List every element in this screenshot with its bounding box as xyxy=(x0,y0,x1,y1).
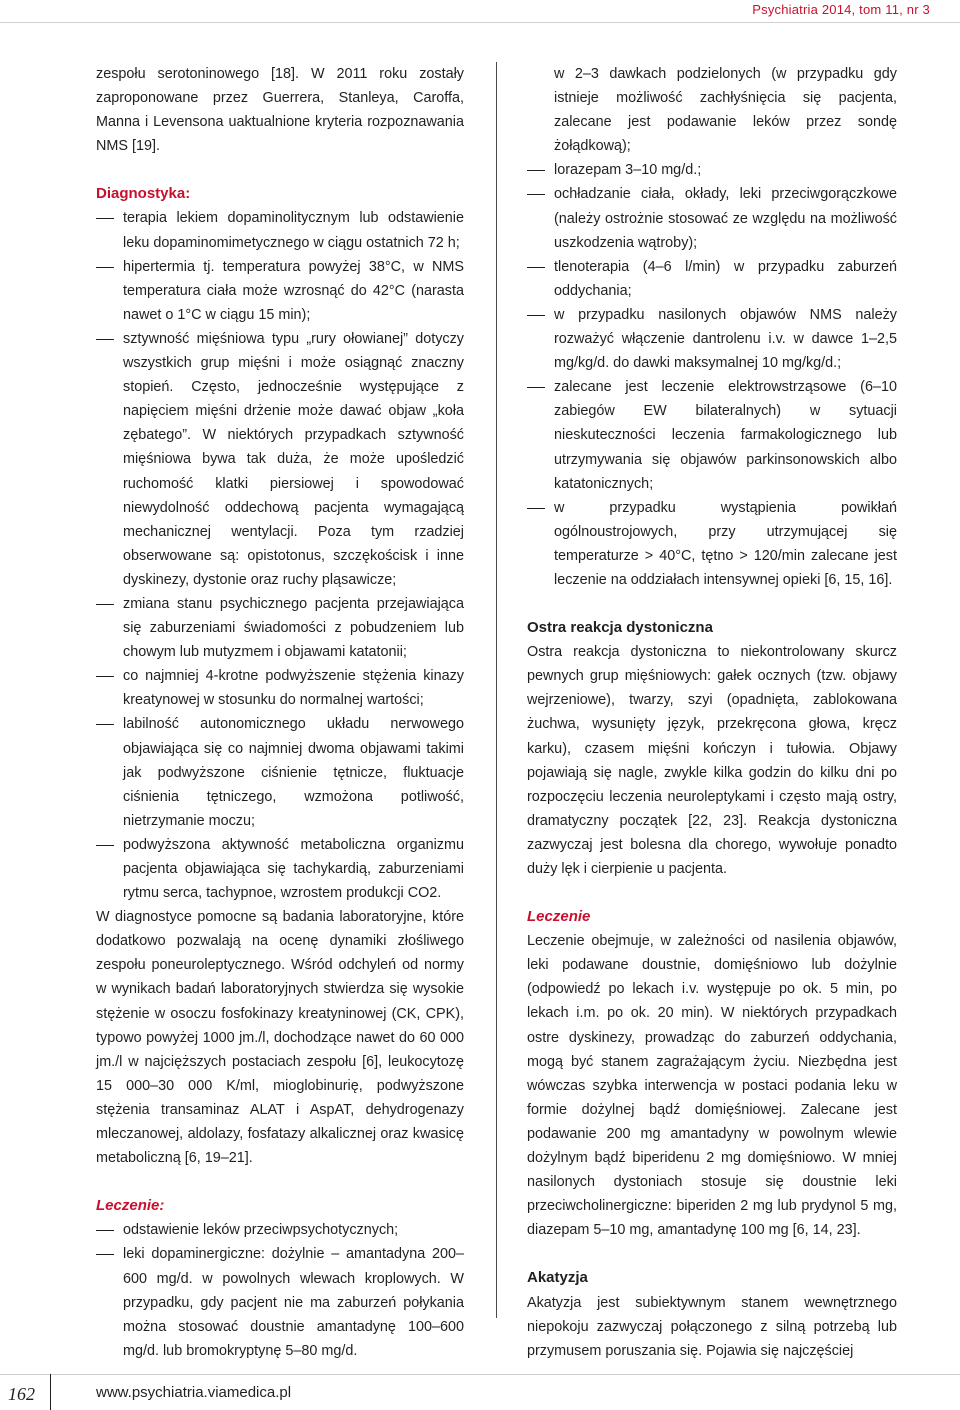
journal-url-link[interactable]: www.psychiatria.viamedica.pl xyxy=(96,1384,292,1401)
treatment-heading-2: Leczenie xyxy=(527,908,591,926)
dash-bullet xyxy=(527,267,545,268)
diagnosis-heading: Diagnostyka: xyxy=(96,185,191,203)
list-item: odstawienie leków przeciwpsychotycznych; xyxy=(96,1218,464,1242)
dash-bullet xyxy=(96,218,114,219)
list-item: zalecane jest leczenie elektrowstrząsowe (6–10 zabiegów EW bilateralnych) w sytuacji nieskuteczności leczenia farmakologicznego lub utrzymywania się objawów parkinsonowskich albo katatonicznych; xyxy=(527,375,897,495)
dash-bullet xyxy=(527,194,545,195)
list-item: podwyższona aktywność metaboliczna organizmu pacjenta objawiająca się tachykardią, zaburzeniami rytmu serca, tachypnoe, wzrostem produkcji CO2. xyxy=(96,833,464,905)
list-item: hipertermia tj. temperatura powyżej 38°C, w NMS temperatura ciała może wzrosnąć do 42°C (narasta nawet o 1°C w ciągu 15 min); xyxy=(96,255,464,327)
dash-bullet xyxy=(96,845,114,846)
intro-paragraph: zespołu serotoninowego [18]. W 2011 roku zostały zaproponowane przez Guerrera, Stanleya, Caroffa, Manna i Levensona uaktualnione kryteria rozpoznawania NMS [19]. xyxy=(96,66,464,155)
list-item: tlenoterapia (4–6 l/min) w przypadku zaburzeń oddychania; xyxy=(527,255,897,303)
list-item: co najmniej 4-krotne podwyższenie stężenia kinazy kreatynowej w stosunku do normalnej wartości; xyxy=(96,664,464,712)
akathisia-paragraph: Akatyzja jest subiektywnym stanem wewnętrznego niepokoju zazwyczaj połączonego z silną potrzebą lub przymusem poruszania się. Pojawia się najczęściej xyxy=(527,1294,897,1359)
treatment-paragraph: Leczenie obejmuje, w zależności od nasilenia objawów, leki podawane doustnie, domięśniowo lub dożylnie (odpowiedź po lekach i.v. występuje po ok. 5 min, po lekach i.m. po ok. 20 min). W niektórych przypadkach ostre dyskinezy, prowadząc do zaburzeń oddychania, mogą być stanem zagrażającym życiu. Niezbędna jest wówczas szybka interwencja w postaci podania leku w formie dożylnej bądź domięśniowej. Zalecane jest podawanie 200 mg amantadyny w powolnym wlewie dożylnym bądź biperidenu 2 mg domięśniowo. W mniej nasilonych dystoniach stosuje się doustnie leki przeciwcholinergiczne: biperiden 2 mg lub prydynol 5 mg, diazepam 5–10 mg, amantadynę 100 mg [6, 14, 23]. xyxy=(527,933,897,1239)
dystonia-heading: Ostra reakcja dystoniczna xyxy=(527,619,713,637)
dash-bullet xyxy=(96,676,114,677)
right-column xyxy=(527,62,897,1363)
list-item-continued: w 2–3 dawkach podzielonych (w przypadku gdy istnieje możliwość zachłyśnięcia się pacjenta, zalecane jest podawanie leków przez sondę żołądkową); xyxy=(554,66,897,155)
diagnosis-list xyxy=(96,206,464,905)
left-column xyxy=(96,62,464,1363)
treatment-list xyxy=(96,1218,464,1363)
dash-bullet xyxy=(96,1230,114,1231)
dash-bullet xyxy=(96,604,114,605)
dash-bullet xyxy=(527,508,545,509)
akathisia-heading: Akatyzja xyxy=(527,1269,588,1287)
page-number: 162 xyxy=(8,1384,35,1404)
treatment-list-continued xyxy=(527,158,897,592)
treatment-heading: Leczenie: xyxy=(96,1197,165,1215)
list-item: leki dopaminergiczne: dożylnie – amantadyna 200–600 mg/d. w powolnych wlewach kroplowych. W przypadku, gdy pacjent nie ma zaburzeń połykania można stosować doustnie amantadynę 100–600 mg/d. lub bromokryptynę 5–80 mg/d. xyxy=(96,1242,464,1362)
journal-title: Psychiatria 2014, tom 11, nr 3 xyxy=(752,2,930,17)
dash-bullet xyxy=(96,1254,114,1255)
diagnostics-paragraph: W diagnostyce pomocne są badania laboratoryjne, które dodatkowo pozwalają na ocenę dynamiki złośliwego zespołu poneuroleptycznego. Wśród odchyleń od normy w wynikach badań laboratoryjnych stwierdza się wysokie stężenie w osoczu fosfokinazy kreatyninowej (CK, CPK), typowo powyżej 1000 jm./l, dochodzące nawet do 60 000 jm./l w najcięższych postaciach zespołu [6], leukocytozę 15 000–30 000 K/ml, mioglobinurię, podwyższone stężenia transaminaz ALAT i AspAT, dehydrogenazy mleczanowej, aldolazy, fosfatazy alkalicznej oraz kwasicę metaboliczną [6, 19–21]. xyxy=(96,909,464,1167)
footer-rule xyxy=(0,1374,960,1375)
dash-bullet xyxy=(527,387,545,388)
list-item: labilność autonomicznego układu nerwowego objawiająca się co najmniej dwoma objawami takimi jak podwyższone ciśnienie tętnicze, fluktuacje ciśnienia tętniczego, wzmożona potliwość, nietrzymanie moczu; xyxy=(96,712,464,832)
dash-bullet xyxy=(527,170,545,171)
dystonia-paragraph: Ostra reakcja dystoniczna to niekontrolowany skurcz pewnych grup mięśniowych: gałek ocznych (tzw. objawy wejrzeniowe), twarzy, szyi (opadnięta, zablokowana żuchwa, wysunięty język, przekręcona głowa, kręcz karku), czasem mięśni kończyn i tułowia. Objawy pojawiają się nagle, zwykle kilka godzin do kilku dni po rozpoczęciu leczenia neuroleptykami i często mają ostry, dramatyczny początek [22, 23]. Reakcja dystoniczna zazwyczaj jest bolesna dla chorego, wywołuje ponadto duży lęk i cierpienie u pacjenta. xyxy=(527,644,897,877)
list-item: ochładzanie ciała, okłady, leki przeciwgorączkowe (należy ostrożnie stosować ze względu na możliwość uszkodzenia wątroby); xyxy=(527,182,897,254)
dash-bullet xyxy=(96,724,114,725)
list-item: lorazepam 3–10 mg/d.; xyxy=(527,158,897,182)
dash-bullet xyxy=(527,315,545,316)
list-item: w przypadku wystąpienia powikłań ogólnoustrojowych, przy utrzymującej się temperaturze > 40°C, tętno > 120/min zalecane jest leczenie na oddziałach intensywnej opieki [6, 15, 16]. xyxy=(527,496,897,592)
dash-bullet xyxy=(96,339,114,340)
dash-bullet xyxy=(96,267,114,268)
running-header xyxy=(0,0,960,23)
list-item: w przypadku nasilonych objawów NMS należy rozważyć włączenie dantrolenu i.v. w dawce 1–2,5 mg/kg/d. do dawki maksymalnej 10 mg/kg/d.; xyxy=(527,303,897,375)
list-item: terapia lekiem dopaminolitycznym lub odstawienie leku dopaminomimetycznego w ciągu ostatnich 72 h; xyxy=(96,206,464,254)
column-divider xyxy=(496,62,497,1318)
list-item: sztywność mięśniowa typu „rury ołowianej” dotyczy wszystkich grup mięśni i może osiągnąć znaczny stopień. Często, jednocześnie występujące z napięciem mięśni drżenie może dawać objaw „koła zębatego”. W niektórych przypadkach sztywność mięśniowa bywa tak duża, że może upośledzić ruchomość klatki piersiowej i spowodować niewydolność oddechową pacjenta wymagającą mechanicznej wentylacji. Poza tym rzadziej obserwowane są: opistotonus, szczękościsk i inne dyskinezy, dystonie oraz ruchy pląsawicze; xyxy=(96,327,464,592)
list-item: zmiana stanu psychicznego pacjenta przejawiająca się zaburzeniami świadomości z pobudzeniem lub chowym lub mutyzmem i objawami katatonii; xyxy=(96,592,464,664)
